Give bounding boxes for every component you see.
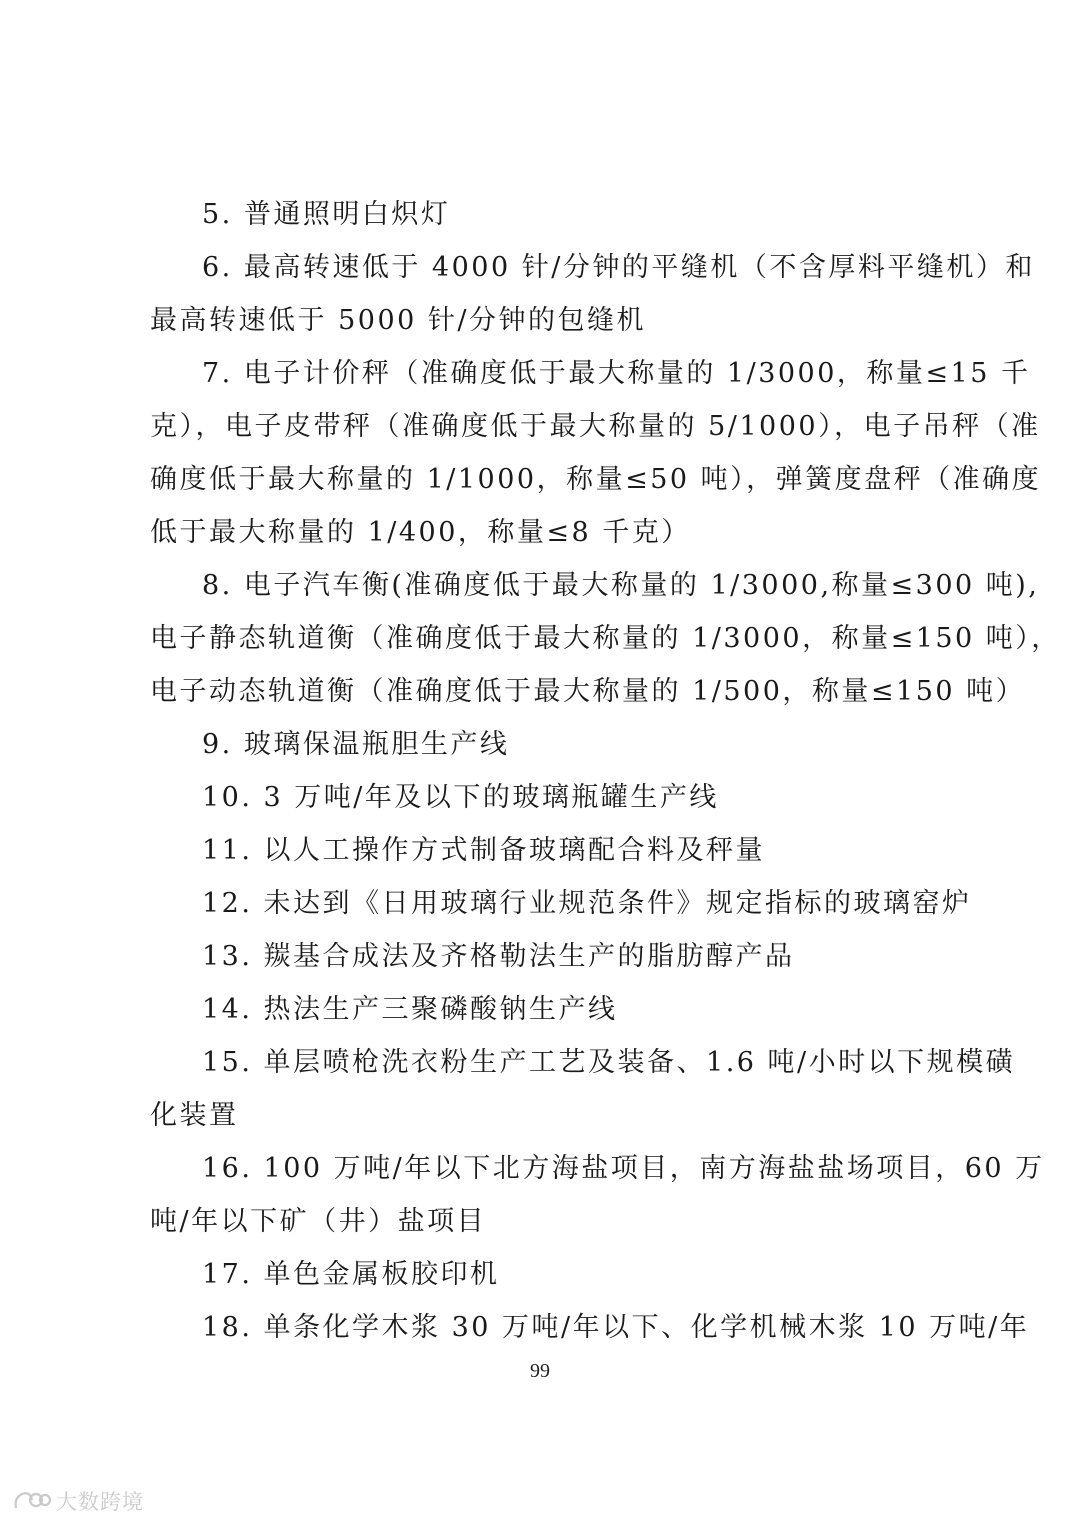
watermark-text: 大数跨境 [56, 1490, 144, 1514]
text-line: 10. 3 万吨/年及以下的玻璃瓶罐生产线 [202, 782, 719, 813]
text-line: 14. 热法生产三聚磷酸钠生产线 [202, 994, 618, 1025]
text-line: 17. 单色金属板胶印机 [202, 1259, 500, 1290]
text-line: 电子静态轨道衡（准确度低于最大称量的 1/3000，称量≤150 吨）， [150, 623, 1061, 654]
text-line: 16. 100 万吨/年以下北方海盐项目，南方海盐盐场项目，60 万 [202, 1153, 1045, 1184]
text-line: 吨/年以下矿（井）盐项目 [150, 1206, 487, 1237]
text-line: 12. 未达到《日用玻璃行业规范条件》规定指标的玻璃窑炉 [202, 888, 972, 919]
page-number: 99 [530, 1360, 550, 1382]
text-line: 最高转速低于 5000 针/分钟的包缝机 [150, 305, 646, 336]
text-line: 18. 单条化学木浆 30 万吨/年以下、化学机械木浆 10 万吨/年 [202, 1312, 1030, 1343]
text-line: 5. 普通照明白炽灯 [202, 199, 451, 230]
text-line: 11. 以人工操作方式制备玻璃配合料及秤量 [202, 835, 766, 866]
text-line: 确度低于最大称量的 1/1000，称量≤50 吨），弹簧度盘秤（准确度 [150, 464, 1042, 495]
watermark-logo-icon [12, 1488, 52, 1514]
text-line: 化装置 [150, 1100, 239, 1131]
text-line: 电子动态轨道衡（准确度低于最大称量的 1/500，称量≤150 吨） [150, 676, 1026, 707]
text-line: 低于最大称量的 1/400，称量≤8 千克） [150, 517, 691, 548]
body-text [150, 188, 1061, 1354]
text-line: 15. 单层喷枪洗衣粉生产工艺及装备、1.6 吨/小时以下规模磺 [202, 1047, 1016, 1078]
text-line: 13. 羰基合成法及齐格勒法生产的脂肪醇产品 [202, 941, 795, 972]
text-line: 7. 电子计价秤（准确度低于最大称量的 1/3000，称量≤15 千 [202, 358, 1031, 389]
watermark [12, 1486, 144, 1516]
text-line: 6. 最高转速低于 4000 针/分钟的平缝机（不含厚料平缝机）和 [202, 252, 1035, 283]
text-line: 8. 电子汽车衡(准确度低于最大称量的 1/3000,称量≤300 吨), [202, 570, 1040, 601]
text-line: 克），电子皮带秤（准确度低于最大称量的 5/1000），电子吊秤（准 [150, 411, 1041, 442]
text-line: 9. 玻璃保温瓶胆生产线 [202, 729, 510, 760]
